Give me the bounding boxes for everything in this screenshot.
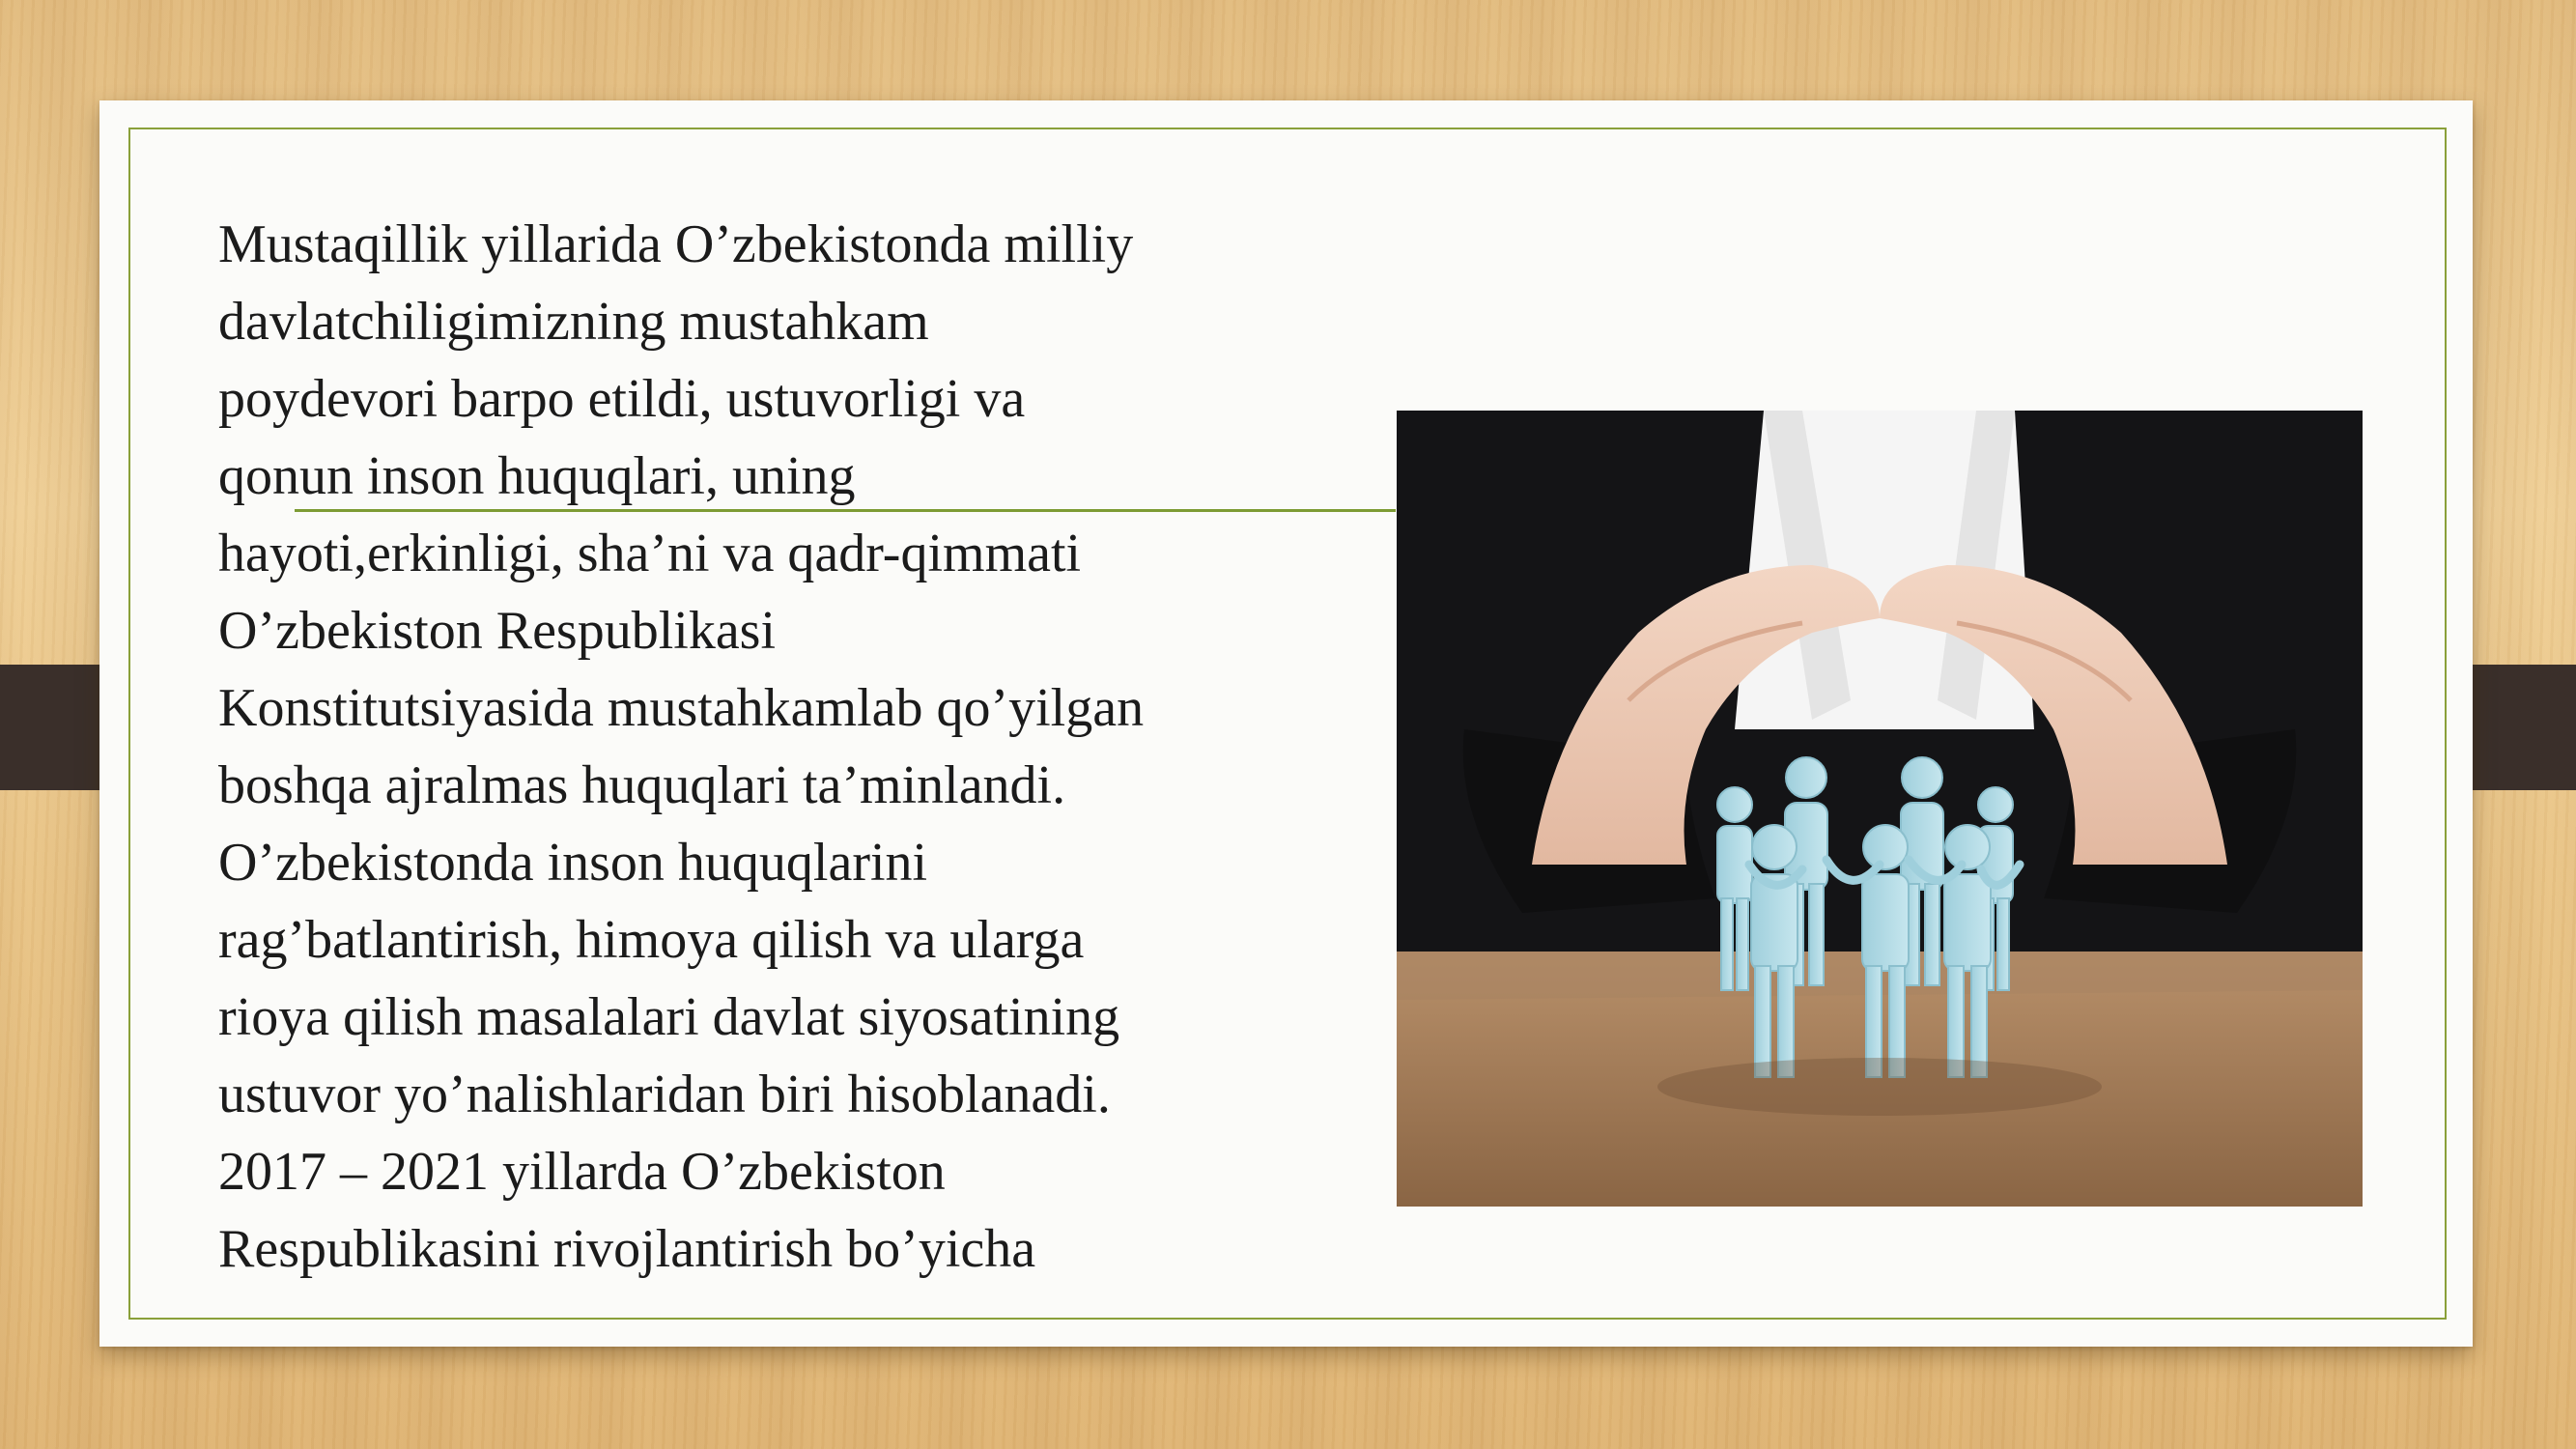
hands-protecting-paper-people-image	[1397, 411, 2363, 1207]
slide-body-text: Mustaqillik yillarida O’zbekistonda milliy davlatchiligimizning mustahkam poydevori barpo etildi, ustuvorligi va qonun inson huquqlari, uning hayoti,erkinligi, sha’ni va qadr-qimmati O’zbekiston Respublikasi Konstitutsiyasida mustahkamlab qo’yilgan boshqa ajralmas huquqlari ta’minlandi. O’zbekistonda inson huquqlarini rag’batlantirish, himoya qilish va ularga rioya qilish masalalari davlat siyosatining ustuvor yo’nalishlaridan biri hisoblanadi. 2017 – 2021 yillarda O’zbekiston Respublikasini rivojlantirish bo’yicha	[218, 214, 1145, 1279]
